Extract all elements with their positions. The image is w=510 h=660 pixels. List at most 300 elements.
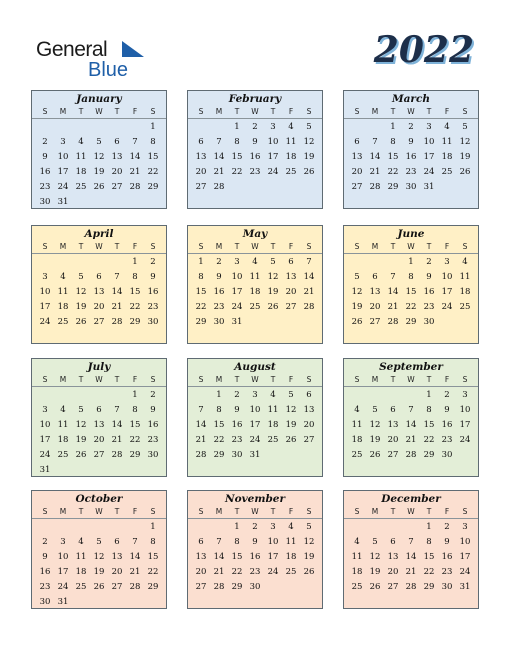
day-cell: 19: [459, 152, 471, 162]
week-row: [32, 595, 166, 610]
day-cell: 1: [234, 522, 240, 532]
week-row: [32, 403, 166, 418]
day-cell: 28: [129, 182, 141, 192]
day-cell: 12: [303, 137, 315, 147]
day-cell: 15: [387, 152, 399, 162]
weekday-label: W: [251, 507, 259, 516]
month-name: March: [392, 93, 430, 105]
day-cell: [438, 180, 456, 195]
day-cell: [54, 388, 72, 403]
weekday-label: S: [42, 507, 48, 516]
day-cell: 2: [444, 390, 450, 400]
day-cell: 24: [39, 317, 51, 327]
day-cell: 6: [96, 405, 102, 415]
day-cell: 12: [93, 552, 105, 562]
day-cell: 16: [147, 287, 159, 297]
week-row: [344, 388, 478, 403]
day-cell: 9: [252, 137, 258, 147]
day-cell: [300, 448, 318, 463]
day-cell: 21: [213, 567, 225, 577]
day-cell: 25: [351, 450, 363, 460]
day-cell: 26: [351, 317, 363, 327]
day-cell: 27: [111, 582, 123, 592]
day-cell: 18: [441, 152, 453, 162]
weekday-label: F: [444, 507, 450, 516]
weekday-label: M: [371, 507, 379, 516]
weekday-label: T: [426, 507, 432, 516]
weekday-label: T: [270, 375, 276, 384]
day-cell: 22: [147, 167, 159, 177]
week-row: [32, 388, 166, 403]
day-cell: 25: [57, 317, 69, 327]
day-cell: 11: [285, 537, 297, 547]
day-cell: 26: [285, 435, 297, 445]
week-row: [344, 565, 478, 580]
day-cell: 20: [387, 567, 399, 577]
day-cell: 2: [150, 257, 156, 267]
day-cell: 5: [78, 405, 84, 415]
day-cell: 23: [213, 302, 225, 312]
day-cell: 15: [129, 420, 141, 430]
month-name: May: [242, 228, 268, 240]
weekday-label: T: [270, 107, 276, 116]
day-cell: 30: [441, 582, 453, 592]
day-cell: 24: [267, 167, 279, 177]
day-cell: [384, 520, 402, 535]
weekday-label: T: [270, 507, 276, 516]
day-cell: 20: [111, 167, 123, 177]
day-cell: [210, 120, 228, 135]
day-cell: 19: [93, 167, 105, 177]
day-cell: 10: [249, 405, 261, 415]
day-cell: 16: [213, 287, 225, 297]
weekday-header: [344, 241, 478, 254]
day-cell: 4: [288, 522, 294, 532]
day-cell: 17: [231, 287, 243, 297]
day-cell: 3: [462, 522, 468, 532]
day-cell: 26: [93, 582, 105, 592]
weekday-label: T: [426, 107, 432, 116]
day-cell: 24: [441, 302, 453, 312]
day-cell: 6: [372, 272, 378, 282]
day-cell: 14: [405, 420, 417, 430]
weekday-label: M: [371, 107, 379, 116]
day-cell: 4: [78, 537, 84, 547]
day-cell: 29: [405, 317, 417, 327]
day-cell: 5: [372, 537, 378, 547]
weekday-label: T: [390, 507, 396, 516]
weekday-header: [188, 374, 322, 387]
day-cell: 5: [96, 137, 102, 147]
day-cell: [126, 195, 144, 210]
day-cell: [90, 255, 108, 270]
weekday-label: S: [306, 375, 312, 384]
day-cell: 3: [270, 122, 276, 132]
day-cell: 6: [114, 137, 120, 147]
day-cell: 28: [129, 582, 141, 592]
day-cell: 19: [303, 552, 315, 562]
day-cell: 15: [231, 552, 243, 562]
day-cell: 28: [405, 582, 417, 592]
day-cell: 7: [132, 137, 138, 147]
weekday-label: S: [150, 107, 156, 116]
day-cell: 2: [150, 390, 156, 400]
day-cell: 27: [387, 582, 399, 592]
week-row: [344, 315, 478, 330]
day-cell: 19: [351, 302, 363, 312]
day-cell: 15: [213, 420, 225, 430]
week-row: [344, 550, 478, 565]
day-cell: 25: [249, 302, 261, 312]
day-cell: 11: [351, 552, 363, 562]
day-cell: 20: [285, 287, 297, 297]
day-cell: [192, 388, 210, 403]
day-cell: 14: [405, 552, 417, 562]
day-cell: 16: [147, 420, 159, 430]
logo-text-general: General: [36, 38, 108, 61]
day-cell: 26: [459, 167, 471, 177]
day-cell: 2: [42, 537, 48, 547]
day-cell: 27: [93, 450, 105, 460]
week-row: [32, 448, 166, 463]
weekday-header: [32, 106, 166, 119]
day-cell: 16: [405, 152, 417, 162]
day-cell: 12: [351, 287, 363, 297]
weekday-label: F: [288, 107, 294, 116]
day-cell: 10: [441, 272, 453, 282]
day-cell: [108, 388, 126, 403]
weekday-header: [344, 506, 478, 519]
day-cell: 15: [231, 152, 243, 162]
day-cell: 15: [147, 152, 159, 162]
day-cell: 25: [285, 567, 297, 577]
month-april: [31, 225, 167, 344]
weekday-label: T: [78, 242, 84, 251]
day-cell: 28: [195, 450, 207, 460]
day-cell: 9: [42, 552, 48, 562]
day-cell: 18: [285, 152, 297, 162]
day-cell: 9: [234, 405, 240, 415]
day-cell: 1: [198, 257, 204, 267]
day-cell: 17: [441, 287, 453, 297]
day-cell: 5: [462, 122, 468, 132]
week-row: [188, 150, 322, 165]
weekday-label: S: [198, 375, 204, 384]
day-cell: [108, 120, 126, 135]
day-cell: 14: [111, 287, 123, 297]
month-name: October: [75, 493, 123, 505]
day-cell: 30: [147, 450, 159, 460]
day-cell: [108, 255, 126, 270]
day-cell: 23: [147, 302, 159, 312]
weekday-label: S: [462, 242, 468, 251]
week-row: [188, 388, 322, 403]
week-row: [32, 150, 166, 165]
week-row: [32, 580, 166, 595]
day-cell: [456, 315, 474, 330]
day-cell: 30: [39, 597, 51, 607]
weekday-label: W: [95, 507, 103, 516]
day-cell: 1: [390, 122, 396, 132]
month-name: September: [379, 361, 443, 373]
day-cell: 4: [354, 537, 360, 547]
day-cell: 10: [231, 272, 243, 282]
month-august: [187, 358, 323, 477]
day-cell: [108, 463, 126, 478]
weekday-label: S: [42, 107, 48, 116]
day-cell: 21: [369, 167, 381, 177]
day-cell: [210, 520, 228, 535]
day-cell: 10: [267, 137, 279, 147]
day-cell: 11: [75, 552, 87, 562]
day-cell: 9: [150, 272, 156, 282]
day-cell: 3: [252, 390, 258, 400]
day-cell: 17: [249, 420, 261, 430]
day-cell: [144, 195, 162, 210]
weekday-label: M: [215, 242, 223, 251]
weekday-label: T: [114, 107, 120, 116]
month-june: [343, 225, 479, 344]
day-cell: 20: [303, 420, 315, 430]
day-cell: 28: [303, 302, 315, 312]
day-cell: 13: [111, 152, 123, 162]
day-cell: 16: [441, 552, 453, 562]
day-cell: 3: [234, 257, 240, 267]
day-cell: [384, 255, 402, 270]
day-cell: [72, 520, 90, 535]
day-cell: 21: [405, 435, 417, 445]
weekday-label: S: [306, 107, 312, 116]
general-blue-logo: [36, 38, 146, 82]
day-cell: 22: [213, 435, 225, 445]
month-october: [31, 490, 167, 609]
day-cell: 28: [111, 317, 123, 327]
day-cell: 13: [93, 287, 105, 297]
day-cell: 25: [75, 182, 87, 192]
month-december: [343, 490, 479, 609]
day-cell: 8: [390, 137, 396, 147]
day-cell: 31: [39, 465, 51, 475]
week-row: [344, 580, 478, 595]
day-cell: 1: [426, 522, 432, 532]
day-cell: 8: [408, 272, 414, 282]
day-cell: [348, 520, 366, 535]
week-row: [188, 418, 322, 433]
logo-text-blue: Blue: [88, 59, 129, 81]
day-cell: 4: [60, 405, 66, 415]
day-cell: 23: [39, 182, 51, 192]
day-cell: 14: [387, 287, 399, 297]
weekday-label: W: [251, 107, 259, 116]
day-cell: 2: [426, 257, 432, 267]
day-cell: [36, 388, 54, 403]
day-cell: 27: [93, 317, 105, 327]
day-cell: 8: [132, 405, 138, 415]
week-row: [32, 165, 166, 180]
week-row: [32, 120, 166, 135]
day-cell: 17: [267, 152, 279, 162]
day-cell: 24: [459, 567, 471, 577]
week-row: [32, 195, 166, 210]
day-cell: 1: [150, 522, 156, 532]
day-cell: [126, 520, 144, 535]
weekday-header: [32, 241, 166, 254]
day-cell: 8: [426, 405, 432, 415]
day-cell: 16: [249, 152, 261, 162]
day-cell: 22: [231, 567, 243, 577]
week-row: [344, 433, 478, 448]
weekday-label: T: [114, 375, 120, 384]
day-cell: [192, 520, 210, 535]
week-row: [32, 535, 166, 550]
day-cell: 3: [270, 522, 276, 532]
day-cell: 19: [303, 152, 315, 162]
day-cell: 30: [405, 182, 417, 192]
day-cell: 21: [387, 302, 399, 312]
week-row: [188, 180, 322, 195]
week-row: [188, 300, 322, 315]
day-cell: 1: [132, 390, 138, 400]
week-row: [344, 135, 478, 150]
day-cell: 31: [57, 197, 69, 207]
weekday-label: F: [132, 242, 138, 251]
weekday-label: F: [132, 507, 138, 516]
day-cell: 24: [231, 302, 243, 312]
week-row: [188, 270, 322, 285]
week-row: [32, 520, 166, 535]
day-cell: 17: [423, 152, 435, 162]
day-cell: 6: [198, 137, 204, 147]
month-name: August: [234, 361, 276, 373]
day-cell: [264, 448, 282, 463]
day-cell: 22: [231, 167, 243, 177]
day-cell: 4: [252, 257, 258, 267]
week-row: [344, 255, 478, 270]
day-cell: 23: [249, 167, 261, 177]
week-row: [32, 463, 166, 478]
day-cell: 24: [249, 435, 261, 445]
day-cell: [438, 315, 456, 330]
day-cell: 12: [75, 287, 87, 297]
day-cell: [246, 315, 264, 330]
day-cell: [72, 255, 90, 270]
day-cell: 7: [390, 272, 396, 282]
day-cell: [90, 388, 108, 403]
weekday-header: [188, 506, 322, 519]
week-row: [32, 565, 166, 580]
day-cell: 14: [369, 152, 381, 162]
day-cell: 20: [195, 167, 207, 177]
weekday-label: F: [288, 507, 294, 516]
weekday-label: F: [288, 242, 294, 251]
weekday-label: T: [78, 107, 84, 116]
day-cell: 5: [354, 272, 360, 282]
week-row: [344, 180, 478, 195]
day-cell: 25: [441, 167, 453, 177]
day-cell: 24: [57, 182, 69, 192]
week-row: [188, 565, 322, 580]
day-cell: [36, 120, 54, 135]
day-cell: 28: [405, 450, 417, 460]
week-row: [32, 135, 166, 150]
day-cell: 20: [351, 167, 363, 177]
day-cell: 6: [390, 537, 396, 547]
day-cell: 5: [372, 405, 378, 415]
day-cell: 3: [426, 122, 432, 132]
day-cell: 25: [75, 582, 87, 592]
day-cell: 21: [195, 435, 207, 445]
day-cell: 5: [288, 390, 294, 400]
month-name: November: [224, 493, 286, 505]
day-cell: 7: [198, 405, 204, 415]
day-cell: 13: [303, 405, 315, 415]
day-cell: 22: [423, 435, 435, 445]
day-cell: 7: [306, 257, 312, 267]
day-cell: 5: [78, 272, 84, 282]
day-cell: 29: [231, 582, 243, 592]
day-cell: 27: [369, 317, 381, 327]
weekday-label: T: [234, 507, 240, 516]
day-cell: 26: [369, 582, 381, 592]
week-row: [344, 165, 478, 180]
day-cell: 20: [387, 435, 399, 445]
day-cell: 12: [303, 537, 315, 547]
day-cell: 10: [39, 287, 51, 297]
day-cell: 23: [231, 435, 243, 445]
day-cell: 31: [231, 317, 243, 327]
week-row: [344, 418, 478, 433]
day-cell: 26: [75, 450, 87, 460]
weekday-label: S: [150, 242, 156, 251]
day-cell: 8: [234, 537, 240, 547]
day-cell: 19: [369, 567, 381, 577]
day-cell: 13: [93, 420, 105, 430]
day-cell: 29: [423, 582, 435, 592]
weekday-label: S: [150, 375, 156, 384]
day-cell: 9: [408, 137, 414, 147]
day-cell: 22: [405, 302, 417, 312]
weekday-label: S: [198, 242, 204, 251]
day-cell: 14: [303, 272, 315, 282]
day-cell: 16: [39, 567, 51, 577]
day-cell: 29: [147, 182, 159, 192]
day-cell: 10: [423, 137, 435, 147]
day-cell: 5: [306, 522, 312, 532]
day-cell: 30: [249, 582, 261, 592]
day-cell: 3: [444, 257, 450, 267]
day-cell: [54, 520, 72, 535]
day-cell: 16: [39, 167, 51, 177]
day-cell: 30: [213, 317, 225, 327]
week-row: [188, 535, 322, 550]
weekday-label: F: [288, 375, 294, 384]
day-cell: 23: [441, 435, 453, 445]
day-cell: 13: [285, 272, 297, 282]
day-cell: 24: [57, 582, 69, 592]
day-cell: [282, 315, 300, 330]
day-cell: 25: [459, 302, 471, 312]
weekday-label: F: [444, 375, 450, 384]
day-cell: 2: [408, 122, 414, 132]
day-cell: [366, 120, 384, 135]
day-cell: 18: [351, 435, 363, 445]
day-cell: 15: [195, 287, 207, 297]
day-cell: 15: [405, 287, 417, 297]
day-cell: 6: [198, 537, 204, 547]
day-cell: 26: [267, 302, 279, 312]
day-cell: 7: [132, 537, 138, 547]
day-cell: 10: [39, 420, 51, 430]
